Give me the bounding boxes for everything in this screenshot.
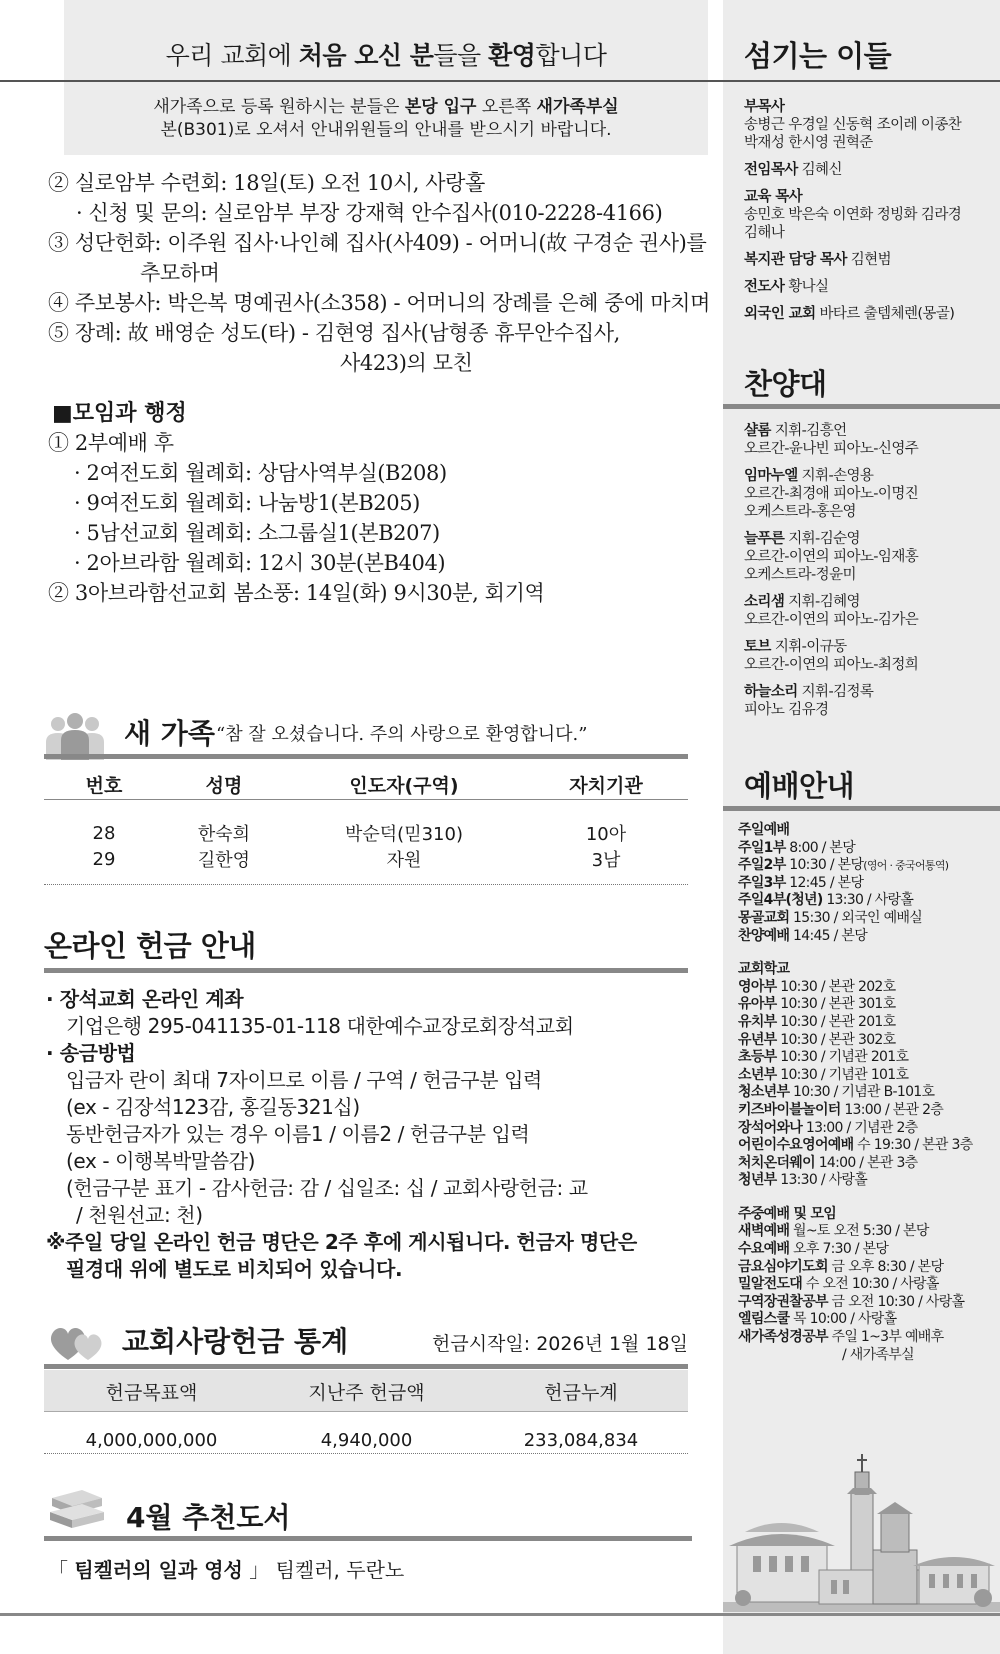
table-cell: 10아 <box>585 824 627 845</box>
choir-title: 찬양대 <box>744 367 827 401</box>
book-title: 4월 추천도서 <box>126 1501 291 1534</box>
bottom-divider <box>0 1613 1000 1616</box>
divider <box>44 799 688 800</box>
meeting-item: ② 3아브라함선교회 봄소풍: 14일(화) 9시30분, 회기역 <box>48 581 545 605</box>
divider <box>44 1453 688 1454</box>
servants-list: 부목사 송병근 우경일 신동혁 조이레 이종찬 박재성 한시영 권혁준 전임목사 김혜신 교육 목사 송민호 박은숙 이연화 정빙화 김라경 김해나 복지관 담당 목사 김현범 전도사 황나실 외국인 교회 바타르 출템체렌(몽골) <box>744 99 962 322</box>
books-icon <box>48 1486 106 1534</box>
love-offering-title: 교회사랑헌금 통계 <box>122 1325 349 1358</box>
online-offering-body: · 장석교회 온라인 계좌 기업은행 295-041135-01-118 대한예수교장로회장석교회 · 송금방법 입금자 란이 최대 7자이므로 이름 / 구역 / 헌금구분 입력 (ex - 김장석123감, 홍길동321십) 동반헌금자가 있는 경우 이름1 / 이름2 / 헌금구분 입력 (ex - 이행복박말씀감) (헌금구분 표기 - 감사헌금: 감 / 십일조: 십 / 교회사랑헌금: 교 / 천원선교: 천) ※주일 당일 온라인 헌금 명단은 2주 후에 게시됩니다. 헌금자 명단은 필경대 위에 별도로 비치되어 있습니다. <box>46 987 637 1281</box>
news-item: ⑤ 장례: 故 배영순 성도(타) - 김현영 집사(남형종 휴무안수집사, <box>48 321 620 345</box>
choir-list: 샬롬 지휘-김흥언 오르간-윤나빈 피아노-신영주 임마누엘 지휘-손영용 오르간-최경애 피아노-이명진 오케스트라-홍은영 늘푸른 지휘-김순영 오르간-이연의 피아노-임재홍 오케스트라-정윤미 소리샘 지휘-김혜영 오르간-이연의 피아노-김가은 토브 지휘-이규동 오르간-이연의 피아노-최정희 하늘소리 지휘-김정록 피아노 김유경 <box>744 423 919 718</box>
table-cell: 길한영 <box>197 850 251 871</box>
table-header: 지난주 헌금액 <box>259 1370 474 1412</box>
new-family-subtitle: “참 잘 오셨습니다. 주의 사랑으로 환영합니다.” <box>216 724 588 745</box>
people-icon <box>44 712 106 760</box>
hearts-icon <box>48 1322 106 1362</box>
table-cell: 한숙희 <box>197 824 251 845</box>
online-offering-title: 온라인 헌금 안내 <box>44 929 256 963</box>
divider <box>723 404 1000 409</box>
meeting-item: · 9여전도회 월례회: 나눔방1(본B205) <box>74 491 420 515</box>
meeting-item: · 2아브라함 월례회: 12시 30분(본B404) <box>74 551 446 575</box>
table-header: 인도자(구역) <box>349 774 459 797</box>
news-item: · 신청 및 문의: 실로암부 부장 강재혁 안수집사(010-2228-4166) <box>76 201 663 225</box>
worship-title: 예배안내 <box>744 769 855 803</box>
servants-title: 섬기는 이들 <box>744 39 892 73</box>
meeting-list <box>48 428 708 608</box>
news-item: ④ 주보봉사: 박은복 명예권사(소358) - 어머니의 장례를 은혜 중에 마치며 <box>48 291 710 315</box>
news-item: 추모하며 <box>140 261 220 285</box>
welcome-text: 새가족으로 등록 원하시는 분들은 본당 입구 오른쪽 새가족부실 본(B301)로 오셔서 안내위원들의 안내를 받으시기 바랍니다. <box>153 97 619 140</box>
worship-schedule: 주일예배 주일1부 8:00 / 본당 주일2부 10:30 / 본당(영어 · 중국어통역) 주일3부 12:45 / 본당 주일4부(청년) 13:30 / 사랑홀 몽골교회 15:30 / 외국인 예배실 찬양예배 14:45 / 본당 교회학교 영아부 10:30 / 본관 202호 유아부 10:30 / 본관 301호 유치부 10:30 / 본관 201호 유년부 10:30 / 본관 302호 초등부 10:30 / 기념관 201호 소년부 10:30 / 기념관 101호 청소년부 10:30 / 기념관 B-101호 키즈바이블놀이터 13:00 / 본관 2층 장석어와나 13:00 / 기념관 2층 어린이수요영어예배 수 19:30 / 본관 3층 처치온더웨이 14:00 / 본관 3층 청년부 13:30 / 사랑홀 주중예배 및 모임 새벽예배 월~토 오전 5:30 / 본당 수요예배 오후 7:30 / 본당 금요심야기도회 금 오후 8:30 / 본당 밀알전도대 수 오전 10:30 / 사랑홀 구역장권찰공부 금 오전 10:30 / 사랑홀 엘림스쿨 목 10:00 / 사랑홀 새가족성경공부 주일 1~3부 예배후 / 새가족부실 <box>738 822 973 1363</box>
table-cell: 29 <box>92 848 116 870</box>
divider <box>44 1364 688 1369</box>
top-divider <box>0 80 1000 82</box>
news-item: 사423)의 모친 <box>340 351 473 375</box>
meeting-heading: ■모임과 행정 <box>52 401 187 426</box>
table-cell: 28 <box>92 822 116 844</box>
welcome-title: 우리 교회에 처음 오신 분들을 환영합니다 <box>165 41 607 70</box>
divider <box>44 1411 688 1412</box>
meeting-item: · 5남선교회 월례회: 소그룹실1(본B207) <box>74 521 440 545</box>
table-header: 자치기관 <box>569 774 643 797</box>
news-item: ③ 성단헌화: 이주원 집사·나인혜 집사(사409) - 어머니(故 구경순 권사)를 <box>48 231 707 255</box>
new-family-table <box>44 764 688 872</box>
table-cell: 박순덕(믿310) <box>345 824 463 845</box>
table-row <box>44 1412 688 1468</box>
table-header: 헌금누계 <box>474 1370 688 1412</box>
table-header: 성명 <box>205 774 243 797</box>
church-building-illustration <box>723 1452 1000 1612</box>
table-cell: 3남 <box>591 850 621 871</box>
table-cell: 자원 <box>386 850 422 871</box>
table-cell: 233,084,834 <box>523 1429 639 1451</box>
divider <box>44 1536 692 1541</box>
table-header: 번호 <box>85 774 123 797</box>
news-item: ② 실로암부 수련회: 18일(토) 오전 10시, 사랑홀 <box>48 171 485 195</box>
meeting-item: · 2여전도회 월례회: 상담사역부실(B208) <box>74 461 447 485</box>
table-cell: 4,000,000,000 <box>85 1429 218 1451</box>
divider <box>44 968 688 973</box>
table-cell: 4,940,000 <box>320 1429 413 1451</box>
divider <box>723 806 1000 811</box>
divider <box>44 884 688 885</box>
table-row <box>44 846 688 872</box>
love-offering-start-date: 헌금시작일: 2026년 1월 18일 <box>432 1333 688 1355</box>
book-recommendation: 「 팀켈러의 일과 영성 」 팀켈러, 두란노 <box>48 1558 405 1582</box>
new-family-title: 새 가족 <box>124 717 215 750</box>
divider <box>44 754 688 759</box>
news-list <box>48 168 708 378</box>
meeting-item: ① 2부예배 후 <box>48 431 174 455</box>
table-row <box>44 820 688 846</box>
table-header: 헌금목표액 <box>44 1370 259 1412</box>
